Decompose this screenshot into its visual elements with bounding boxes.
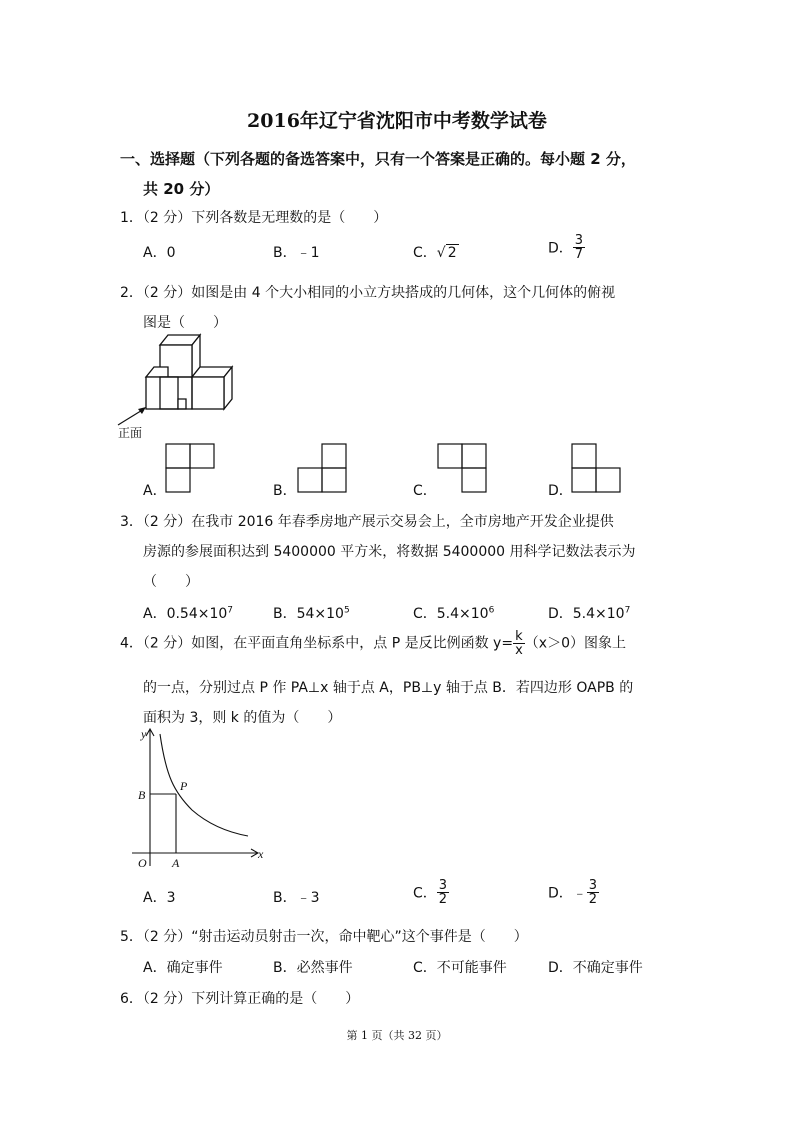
q4-stem-line2: 的一点，分别过点 P 作 PA⊥x 轴于点 A，PB⊥y 轴于点 B．若四边形 OAPB 的 <box>143 680 634 696</box>
q3-stem-line3: （ ） <box>143 574 199 590</box>
page-title: 2016年辽宁省沈阳市中考数学试卷 <box>247 110 547 132</box>
q4-option-d: D．﹣ $\frac{3}{2}$ <box>548 878 598 907</box>
q5-option-b: B．必然事件 <box>273 960 353 976</box>
fraction: $\frac{3}{2}$ <box>588 878 598 907</box>
q4-stem-line1: 4．（2 分）如图，在平面直角坐标系中，点 P 是反比例函数 y= $\frac{k}{x}$ （x＞0）图象上 <box>120 629 626 658</box>
section-heading-line2: 共 20 分） <box>143 180 220 198</box>
q4-option-a: A．3 <box>143 890 176 906</box>
label-p: P <box>180 779 188 793</box>
q4-option-c: C． $\frac{3}{2}$ <box>413 878 448 907</box>
q2-option-d: D． <box>548 483 573 499</box>
q2-stem-line2: 图是（ ） <box>143 315 227 331</box>
section-heading-line1: 一、选择题（下列各题的备选答案中，只有一个答案是正确的。每小题 2 分， <box>120 150 636 168</box>
q1-option-d: D． $\frac{3}{7}$ <box>548 233 584 262</box>
q2-option-b: B． <box>273 483 297 499</box>
q4-option-b: B．﹣3 <box>273 890 320 906</box>
q2-option-a-view <box>166 444 216 492</box>
q1-option-b: B．﹣1 <box>273 245 320 261</box>
q3-stem-line1: 3．（2 分）在我市 2016 年春季房地产展示交易会上，全市房地产开发企业提供 <box>120 514 614 530</box>
label-y: y <box>141 727 147 741</box>
q3-option-b: B．$54\times 10^5$ <box>273 605 350 622</box>
q2-option-a: A． <box>143 483 167 499</box>
q3-option-d: D．$5.4\times 10^7$ <box>548 605 631 622</box>
label-x: x <box>258 847 264 861</box>
q5-option-d: D．不确定事件 <box>548 960 643 976</box>
q5-option-a: A．确定事件 <box>143 960 223 976</box>
q3-option-a: A．$0.54\times 10^7$ <box>143 605 234 622</box>
q5-option-c: C．不可能事件 <box>413 960 507 976</box>
q2-stem-line1: 2．（2 分）如图是由 4 个大小相同的小立方块搭成的几何体，这个几何体的俯视 <box>120 285 616 301</box>
q2-option-c: C． <box>413 483 437 499</box>
q6-stem: 6．（2 分）下列计算正确的是（ ） <box>120 991 360 1007</box>
q4-stem-line3: 面积为 3，则 k 的值为（ ） <box>143 710 342 726</box>
fraction: $\frac{3}{7}$ <box>574 233 584 262</box>
q2-option-d-view <box>572 444 622 492</box>
front-label: 正面 <box>118 426 143 440</box>
q3-option-c: C．$5.4\times 10^6$ <box>413 605 495 622</box>
fraction: $\frac{3}{2}$ <box>438 878 448 907</box>
label-b: B <box>138 788 146 802</box>
fraction: $\frac{k}{x}$ <box>515 629 523 658</box>
q1-option-c: C．√ 2 <box>413 245 457 261</box>
label-a: A <box>172 856 180 870</box>
q3-stem-line2: 房源的参展面积达到 5400000 平方米，将数据 5400000 用科学记数法表示为 <box>143 544 636 560</box>
coordinate-figure <box>112 726 272 871</box>
q5-stem: 5．（2 分）“射击运动员射击一次，命中靶心”这个事件是（ ） <box>120 929 528 945</box>
q2-option-c-view <box>438 444 488 492</box>
q2-option-b-view <box>298 444 348 492</box>
q1-option-a: A．0 <box>143 245 176 261</box>
q1-stem: 1．（2 分）下列各数是无理数的是（ ） <box>120 210 388 226</box>
label-o: O <box>138 856 147 870</box>
sqrt-symbol: √ 2 <box>436 245 457 261</box>
page-footer: 第 1 页（共 32 页） <box>346 1029 448 1042</box>
